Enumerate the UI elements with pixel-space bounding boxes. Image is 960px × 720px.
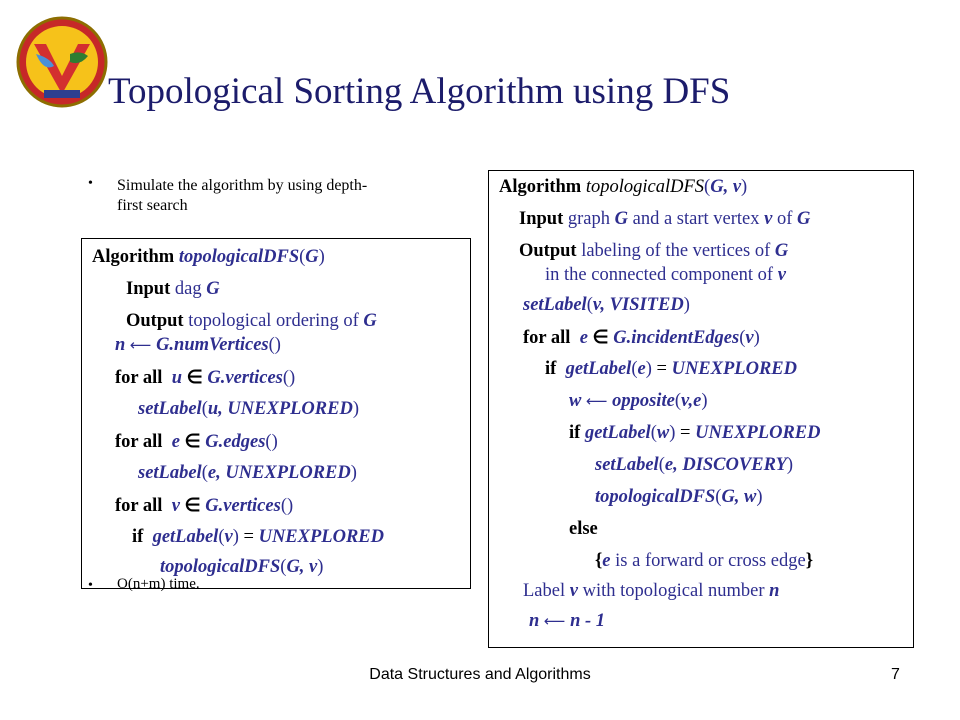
output-line [519,241,788,262]
output-line [126,311,377,332]
operator: = [651,359,672,379]
expression: G.vertices [207,368,283,388]
function-name: setLabel [138,463,202,483]
variable: G [797,209,811,229]
right-algorithm-box [488,170,914,648]
keyword: if [132,527,144,547]
function-name: getLabel [152,527,219,547]
keyword: if [545,359,557,379]
else-line [569,519,598,540]
bullet-line: Simulate the algorithm by using depth- [117,177,368,194]
function-name: topologicalDFS [160,557,281,577]
arguments: G, v [286,557,318,577]
input-line [126,279,220,300]
footer-title: Data Structures and Algorithms [369,666,591,683]
input-line [519,209,810,230]
arguments: G, w [721,487,757,507]
value: UNEXPLORED [671,359,797,379]
function-name: setLabel [523,295,587,315]
keyword: for all [115,432,163,452]
set-line-1: setLabel(u, UNEXPLORED) [138,399,359,419]
variable: n [529,611,540,631]
bullet-dot: • [88,176,93,191]
call-line: topologicalDFS(G, w) [595,487,763,507]
text: graph [563,209,615,229]
keyword: for all [523,328,571,348]
argument: w [656,423,670,443]
text: of [772,209,797,229]
bullet-dot: • [88,578,93,593]
for-line-1 [115,367,295,389]
text: Label [523,581,570,601]
set-line-2: setLabel(e, UNEXPLORED) [138,463,357,483]
function-name: setLabel [595,455,659,475]
paren: () [280,496,294,516]
arguments: G, v [710,177,742,197]
variable: n [115,335,126,355]
arguments: e, UNEXPLORED [207,463,351,483]
assign-line [115,335,281,356]
keyword: Input [519,209,564,229]
operator: = [238,527,259,547]
value: UNEXPLORED [695,423,821,443]
operator: = [675,423,696,443]
expression: G.edges [205,432,266,452]
element-of-icon: ∈ [592,328,609,348]
element-of-icon: ∈ [184,432,201,452]
function-name: topologicalDFS [595,487,716,507]
institute-logo [14,14,110,110]
for-line-3 [115,495,293,517]
variable: u [171,368,182,388]
keyword: Output [519,241,577,261]
label-line [523,581,779,602]
complexity-text: O(n+m) time. [117,576,200,592]
arguments: u, UNEXPLORED [207,399,353,419]
output-line-cont [545,265,786,286]
keyword: Output [126,311,184,331]
algo-header: Algorithm topologicalDFS(G, v) [499,177,748,197]
algo-header [92,247,325,268]
text: dag [170,279,207,299]
variable: v [764,209,773,229]
text: topological ordering of [183,311,364,331]
page-number: 7 [891,666,900,683]
keyword: Algorithm [92,247,175,267]
left-arrow-icon: ⟵ [585,392,608,410]
keyword: else [569,519,598,539]
page-title: Topological Sorting Algorithm using DFS [108,71,731,112]
set-line: setLabel(v, VISITED) [523,295,690,315]
argument: v [745,328,754,348]
arguments: v,e [680,391,702,411]
keyword: Algorithm [499,177,582,197]
comment-line [595,551,813,572]
brace: } [805,551,814,571]
text: and a start vertex [627,209,765,229]
paren: ( [299,247,306,267]
variable: v [569,581,578,601]
left-arrow-icon: ⟵ [129,336,152,354]
function-name: getLabel [584,423,651,443]
function-name: getLabel [565,359,632,379]
left-algorithm-box [81,238,471,589]
argument: G [305,247,319,267]
for-line: for all e ∈ G.incidentEdges(v) [523,328,760,348]
variable: G [363,311,377,331]
expression: G.numVertices [156,335,269,355]
text: is a forward or cross edge [610,551,806,571]
text: in the connected component of [545,265,778,285]
variable: e [171,432,180,452]
variable: G [614,209,628,229]
bullet-text [117,176,367,216]
assign-line: w ⟵ opposite(v,e) [569,391,708,411]
variable: v [777,265,786,285]
variable: n [769,581,780,601]
argument: e [637,359,646,379]
variable: e [579,328,588,348]
discovery-line: setLabel(e, DISCOVERY) [595,455,794,475]
value: UNEXPLORED [258,527,384,547]
function-name: setLabel [138,399,202,419]
variable: G [206,279,220,299]
variable: w [569,391,582,411]
expression: G.incidentEdges [613,328,740,348]
keyword: if [569,423,581,443]
call-line: topologicalDFS(G, v) [160,557,324,577]
if-line-1: if getLabel(e) = UNEXPLORED [545,359,797,379]
function-name: opposite [612,391,675,411]
left-arrow-icon: ⟵ [543,612,566,630]
paren: ) [318,247,325,267]
paren: () [265,432,278,452]
argument: v [224,527,233,547]
element-of-icon: ∈ [184,496,201,516]
keyword: for all [115,496,163,516]
keyword: for all [115,368,163,388]
expression: G.vertices [205,496,281,516]
keyword: Input [126,279,171,299]
text: with topological number [577,581,770,601]
if-line: if getLabel(v) = UNEXPLORED [132,527,384,547]
text: labeling of the vertices of [576,241,775,261]
element-of-icon: ∈ [186,368,203,388]
function-name: topologicalDFS [585,177,705,197]
expression: n - 1 [570,611,606,631]
arguments: v, VISITED [592,295,684,315]
bullet-line: first search [117,197,188,214]
if-line-2: if getLabel(w) = UNEXPLORED [569,423,821,443]
brace: { [595,551,603,571]
variable: v [171,496,180,516]
for-line-2 [115,431,278,453]
variable: e [602,551,611,571]
arguments: e, DISCOVERY [664,455,787,475]
paren: () [268,335,281,355]
paren: () [282,368,296,388]
function-name: topologicalDFS [178,247,300,267]
variable: G [774,241,789,261]
decrement-line [529,611,605,632]
